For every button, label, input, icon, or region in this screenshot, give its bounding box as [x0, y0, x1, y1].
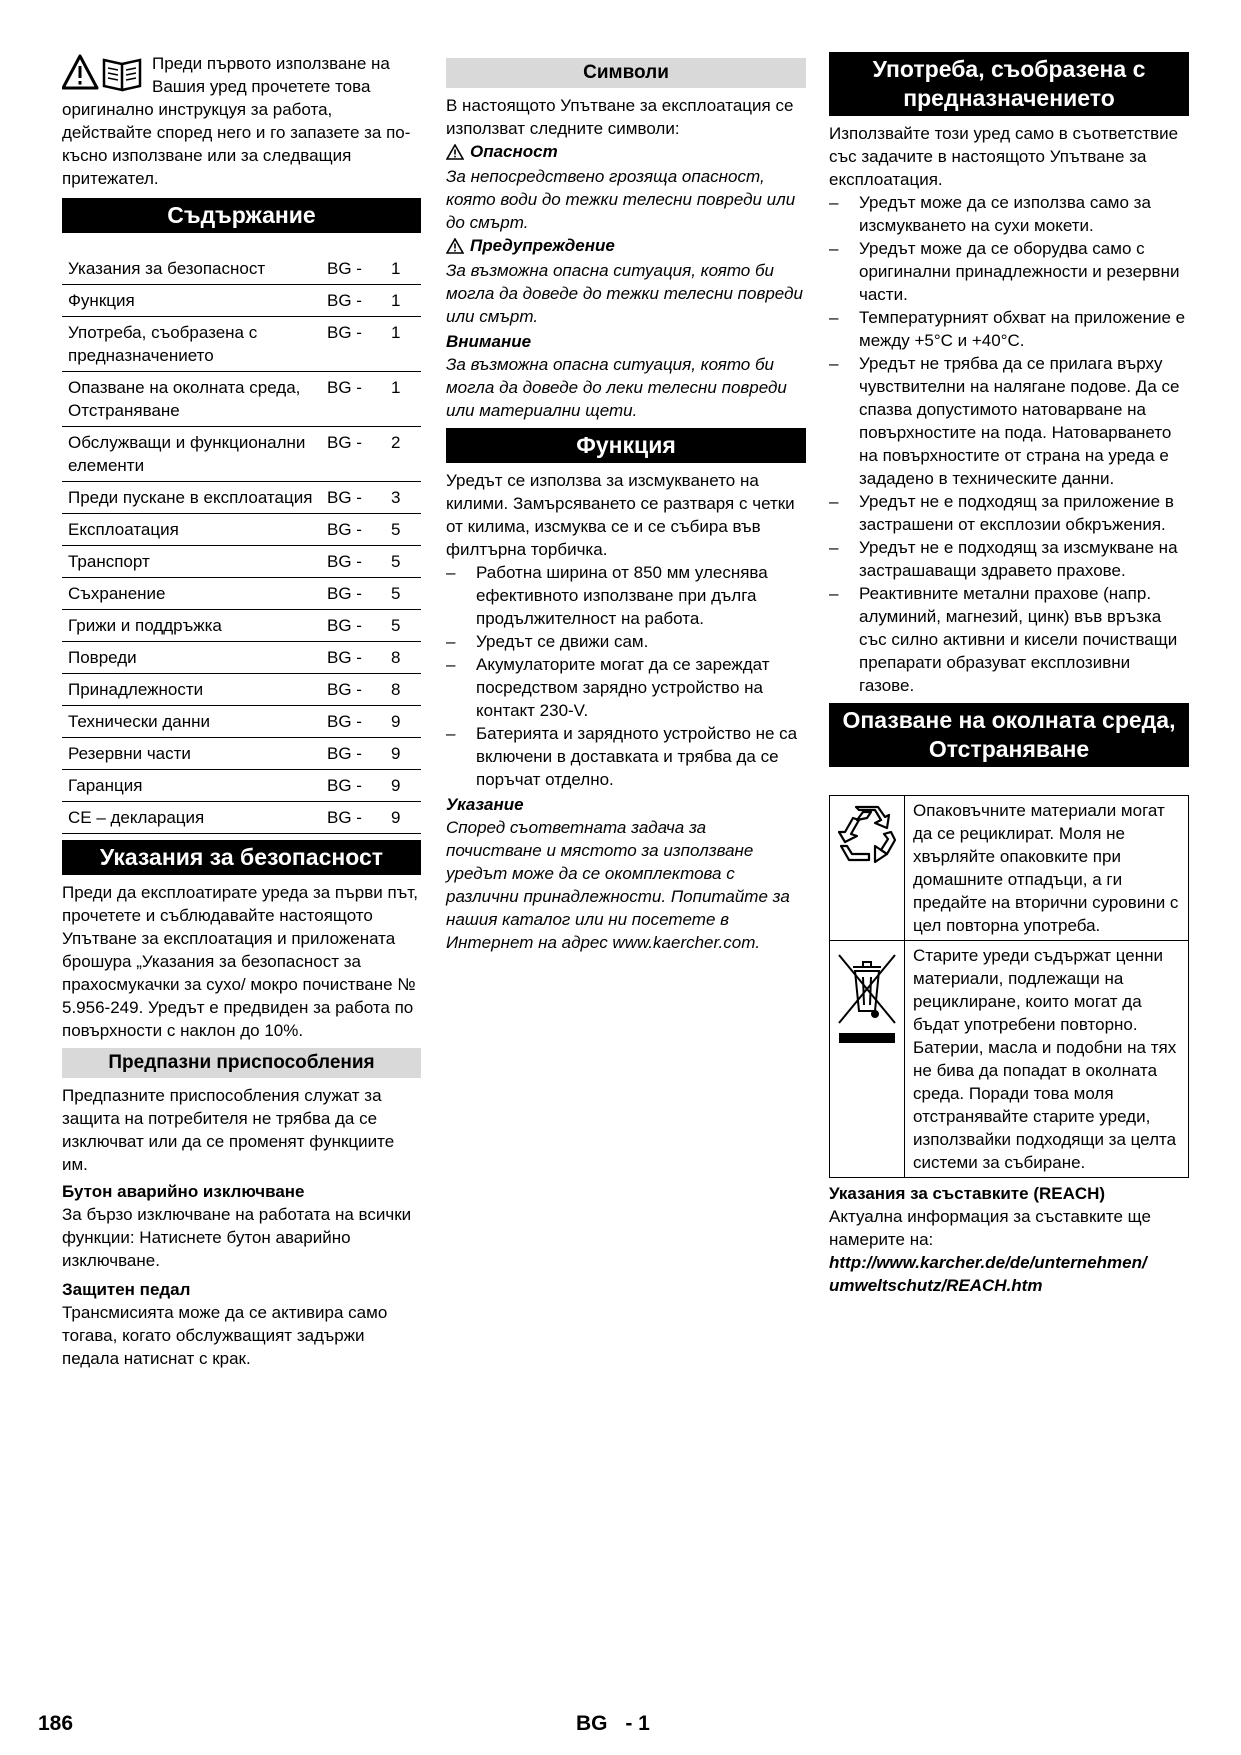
toc-prefix: BG -	[327, 253, 385, 285]
safety-heading: Указания за безопасност	[62, 840, 421, 875]
toc-page: 2	[385, 427, 421, 482]
list-item-text: Уредът може да се използва само за изсмукването на сухи мокети.	[859, 193, 1151, 235]
emergency-text: За бързо изключване на работата на всички функции: Натиснете бутон аварийно изключване.	[62, 1205, 412, 1270]
list-item-text: Уредът не трябва да се прилага върху чувствителни на налягане подове. Да се спазва допустимото натоварване на повърхностите на пода. Натоварването на повърхностите от страна на уреда е зададено в техническите данни.	[859, 354, 1180, 488]
safety-text: Преди да експлоатирате уреда за първи път, прочетете и съблюдавайте настоящото Упътване за експлоатация и приложената брошура „Указания за безопасност за прахосмукачки за сухо/ мокро почистване № 5.956-249. Уредът е предвиден за работа по повърхности с наклон до 10%.	[62, 883, 418, 1040]
list-item	[829, 191, 1189, 237]
list-item	[829, 582, 1189, 697]
toc-page: 1	[385, 317, 421, 372]
toc-prefix: BG -	[327, 317, 385, 372]
toc-row[interactable]	[62, 427, 421, 482]
toc-row[interactable]	[62, 514, 421, 546]
toc-page: 1	[385, 372, 421, 427]
table-row	[830, 796, 1189, 941]
emergency-heading: Бутон аварийно изключване	[62, 1182, 305, 1201]
function-intro: Уредът се използва за изсмукването на килими. Замърсяването се разтваря с четки от килима, изсмуква се и се събира във филтърна торбичка.	[446, 471, 795, 559]
intro-line-2: Вашия уред прочетете това	[152, 77, 371, 96]
packaging-text: Опаковъчните материали могат да се рециклират. Моля не хвърляйте опаковките при домашните отпадъци, а ги предайте на вторични суровини с цел повторна употреба.	[905, 796, 1189, 941]
list-item-text: Температурният обхват на приложение е между +5°C и +40°C.	[859, 308, 1186, 350]
recycle-icon	[835, 804, 899, 864]
symbols-intro: В настоящото Упътване за експлоатация се използват следните символи:	[446, 96, 794, 138]
toc-page: 3	[385, 482, 421, 514]
weee-cell	[830, 941, 905, 1178]
list-item-text: Работна ширина от 850 мм улеснява ефективното използване при дълга продължителност на работа.	[476, 563, 768, 628]
toc-prefix: BG -	[327, 770, 385, 802]
toc-row[interactable]	[62, 372, 421, 427]
dash-marker: –	[829, 538, 839, 557]
toc-label: Грижи и поддръжка	[62, 610, 327, 642]
reach-link[interactable]: http://www.karcher.de/de/unternehmen/ umweltschutz/REACH.htm	[829, 1253, 1147, 1295]
toc-page: 1	[385, 253, 421, 285]
list-item-text: Реактивните метални прахове (напр. алуминий, магнезий, цинк) във връзка със силно активни и кисели почистващи препарати образуват експлозивни газове.	[859, 584, 1178, 695]
toc-page: 8	[385, 642, 421, 674]
toc-row[interactable]	[62, 674, 421, 706]
column-left	[62, 52, 421, 1370]
toc-row[interactable]	[62, 770, 421, 802]
toc-prefix: BG -	[327, 738, 385, 770]
warning-label: Предупреждение	[446, 234, 806, 257]
footer-section	[576, 1712, 650, 1735]
toc-page: 5	[385, 610, 421, 642]
toc-prefix: BG -	[327, 674, 385, 706]
toc-row[interactable]	[62, 482, 421, 514]
caution-label: Внимание	[446, 332, 532, 351]
warning-text: За възможна опасна ситуация, която би могла да доведе до тежки телесни повреди или смърт.	[446, 261, 803, 326]
toc-prefix: BG -	[327, 802, 385, 834]
protective-text: Предпазните приспособления служат за защита на потребителя не трябва да се изключват или да се променят функциите им.	[62, 1086, 395, 1174]
toc-prefix: BG -	[327, 706, 385, 738]
intended-use-heading: Употреба, съобразена с предназначението	[829, 52, 1189, 116]
list-item	[829, 536, 1189, 582]
toc-row[interactable]	[62, 706, 421, 738]
toc-label: Резервни части	[62, 738, 327, 770]
list-item-text: Уредът може да се оборудва само с оригинални принадлежности и резервни части.	[859, 239, 1180, 304]
toc-prefix: BG -	[327, 285, 385, 317]
toc-page: 5	[385, 578, 421, 610]
recycle-cell	[830, 796, 905, 941]
symbols-heading: Символи	[446, 58, 806, 88]
footer-section-page: - 1	[625, 1712, 650, 1735]
dash-marker: –	[829, 239, 839, 258]
toc-page: 5	[385, 546, 421, 578]
environment-table	[829, 795, 1189, 1178]
pedal-text: Трансмисията може да се активира само тогава, когато обслужващият задържи педала натиснат с крак.	[62, 1303, 388, 1368]
toc-row[interactable]	[62, 738, 421, 770]
toc-prefix: BG -	[327, 482, 385, 514]
toc-prefix: BG -	[327, 372, 385, 427]
toc-page: 8	[385, 674, 421, 706]
dash-marker: –	[446, 632, 456, 651]
list-item-text: Уредът не е подходящ за изсмукване на застрашаващи здравето прахове.	[859, 538, 1178, 580]
toc-row[interactable]	[62, 642, 421, 674]
toc-row[interactable]	[62, 253, 421, 285]
environment-heading: Опазване на околната среда, Отстраняване	[829, 703, 1189, 767]
intro-text: оригинално инструкцуя за работа, действайте според него и го запазете за по-късно използване или за следващия притежател.	[62, 100, 411, 188]
toc-prefix: BG -	[327, 546, 385, 578]
intro-line-1: Преди първото използване на	[152, 54, 390, 73]
protective-heading: Предпазни приспособления	[62, 1048, 421, 1078]
list-item-text: Уредът не е подходящ за приложение в застрашени от експлозии обкръжения.	[859, 492, 1174, 534]
list-item-text: Акумулаторите могат да се зареждат посредством зарядно устройство на контакт 230-V.	[476, 655, 770, 720]
toc-prefix: BG -	[327, 427, 385, 482]
intended-list	[829, 191, 1189, 697]
toc-row[interactable]	[62, 546, 421, 578]
reach-text: Актуална информация за съставките ще намерите на:	[829, 1207, 1151, 1249]
list-item	[829, 237, 1189, 306]
list-item	[829, 306, 1189, 352]
dash-marker: –	[446, 724, 456, 743]
column-right	[829, 52, 1189, 1297]
toc-label: Съхранение	[62, 578, 327, 610]
toc-label: Технически данни	[62, 706, 327, 738]
toc-label: Експлоатация	[62, 514, 327, 546]
toc-label: Транспорт	[62, 546, 327, 578]
table-row	[830, 941, 1189, 1178]
toc-page: 9	[385, 770, 421, 802]
intro-block	[62, 52, 421, 190]
toc-page: 9	[385, 738, 421, 770]
danger-text: За непосредствено грозяща опасност, която води до тежки телесни повреди или до смърт.	[446, 167, 796, 232]
intended-intro: Използвайте този уред само в съответствие със задачите в настоящото Упътване за експлоатация.	[829, 124, 1179, 189]
warning-triangle-icon	[446, 238, 464, 254]
toc-prefix: BG -	[327, 610, 385, 642]
list-item-text: Батерията и зарядното устройство не са включени в доставката и трябва да се поръчат отделно.	[476, 724, 798, 789]
warning-manual-icons	[62, 54, 144, 92]
toc-page: 9	[385, 706, 421, 738]
list-item-text: Уредът се движи сам.	[476, 632, 649, 651]
reach-heading: Указания за съставките (REACH)	[829, 1184, 1106, 1203]
toc-prefix: BG -	[327, 578, 385, 610]
toc-label: Обслужващи и функционални елементи	[62, 427, 327, 482]
column-middle	[446, 52, 806, 954]
note-label: Указание	[446, 795, 524, 814]
dash-marker: –	[829, 193, 839, 212]
toc-prefix: BG -	[327, 514, 385, 546]
toc-page: 1	[385, 285, 421, 317]
dash-marker: –	[446, 563, 456, 582]
warning-triangle-icon	[446, 144, 464, 160]
toc-label: Функция	[62, 285, 327, 317]
crossed-bin-icon	[835, 949, 899, 1045]
toc-label: Повреди	[62, 642, 327, 674]
toc-prefix: BG -	[327, 642, 385, 674]
toc-label: Указания за безопасност	[62, 253, 327, 285]
toc-page: 9	[385, 802, 421, 834]
old-devices-text: Старите уреди съдържат ценни материали, подлежащи на рециклиране, които могат да бъдат употребени повторно. Батерии, масла и подобни на тях не бива да попадат в околната среда. Поради това моля отстранявайте старите уреди, използвайки подходящи за целта системи за събиране.	[905, 941, 1189, 1178]
dash-marker: –	[829, 492, 839, 511]
toc-row[interactable]	[62, 317, 421, 372]
toc-label: CE – декларация	[62, 802, 327, 834]
toc-table	[62, 253, 421, 834]
list-item	[446, 653, 806, 722]
note-text: Според съответната задача за почистване и мястото за използване уредът може да се окомплектова с различни принадлежности. Попитайте за нашия каталог или ни посетете в Интернет на адрес www.kaercher.com.	[446, 818, 790, 952]
footer-lang: BG	[576, 1712, 608, 1735]
toc-label: Опазване на околната среда, Отстраняване	[62, 372, 327, 427]
dash-marker: –	[829, 584, 839, 603]
function-list	[446, 561, 806, 791]
toc-label: Гаранция	[62, 770, 327, 802]
list-item	[446, 561, 806, 630]
toc-label: Преди пускане в експлоатация	[62, 482, 327, 514]
toc-heading: Съдържание	[62, 198, 421, 233]
list-item	[446, 722, 806, 791]
toc-page: 5	[385, 514, 421, 546]
toc-row[interactable]	[62, 610, 421, 642]
function-heading: Функция	[446, 428, 806, 463]
page-number: 186	[38, 1712, 74, 1735]
caution-text: За възможна опасна ситуация, която би могла да доведе до леки телесни повреди или материални щети.	[446, 355, 787, 420]
dash-marker: –	[829, 308, 839, 327]
danger-label: Опасност	[446, 140, 806, 163]
toc-row[interactable]	[62, 578, 421, 610]
toc-row[interactable]	[62, 802, 421, 834]
toc-label: Принадлежности	[62, 674, 327, 706]
list-item	[829, 490, 1189, 536]
dash-marker: –	[446, 655, 456, 674]
pedal-heading: Защитен педал	[62, 1280, 191, 1299]
list-item	[446, 630, 806, 653]
dash-marker: –	[829, 354, 839, 373]
toc-row[interactable]	[62, 285, 421, 317]
list-item	[829, 352, 1189, 490]
toc-label: Употреба, съобразена с предназначението	[62, 317, 327, 372]
